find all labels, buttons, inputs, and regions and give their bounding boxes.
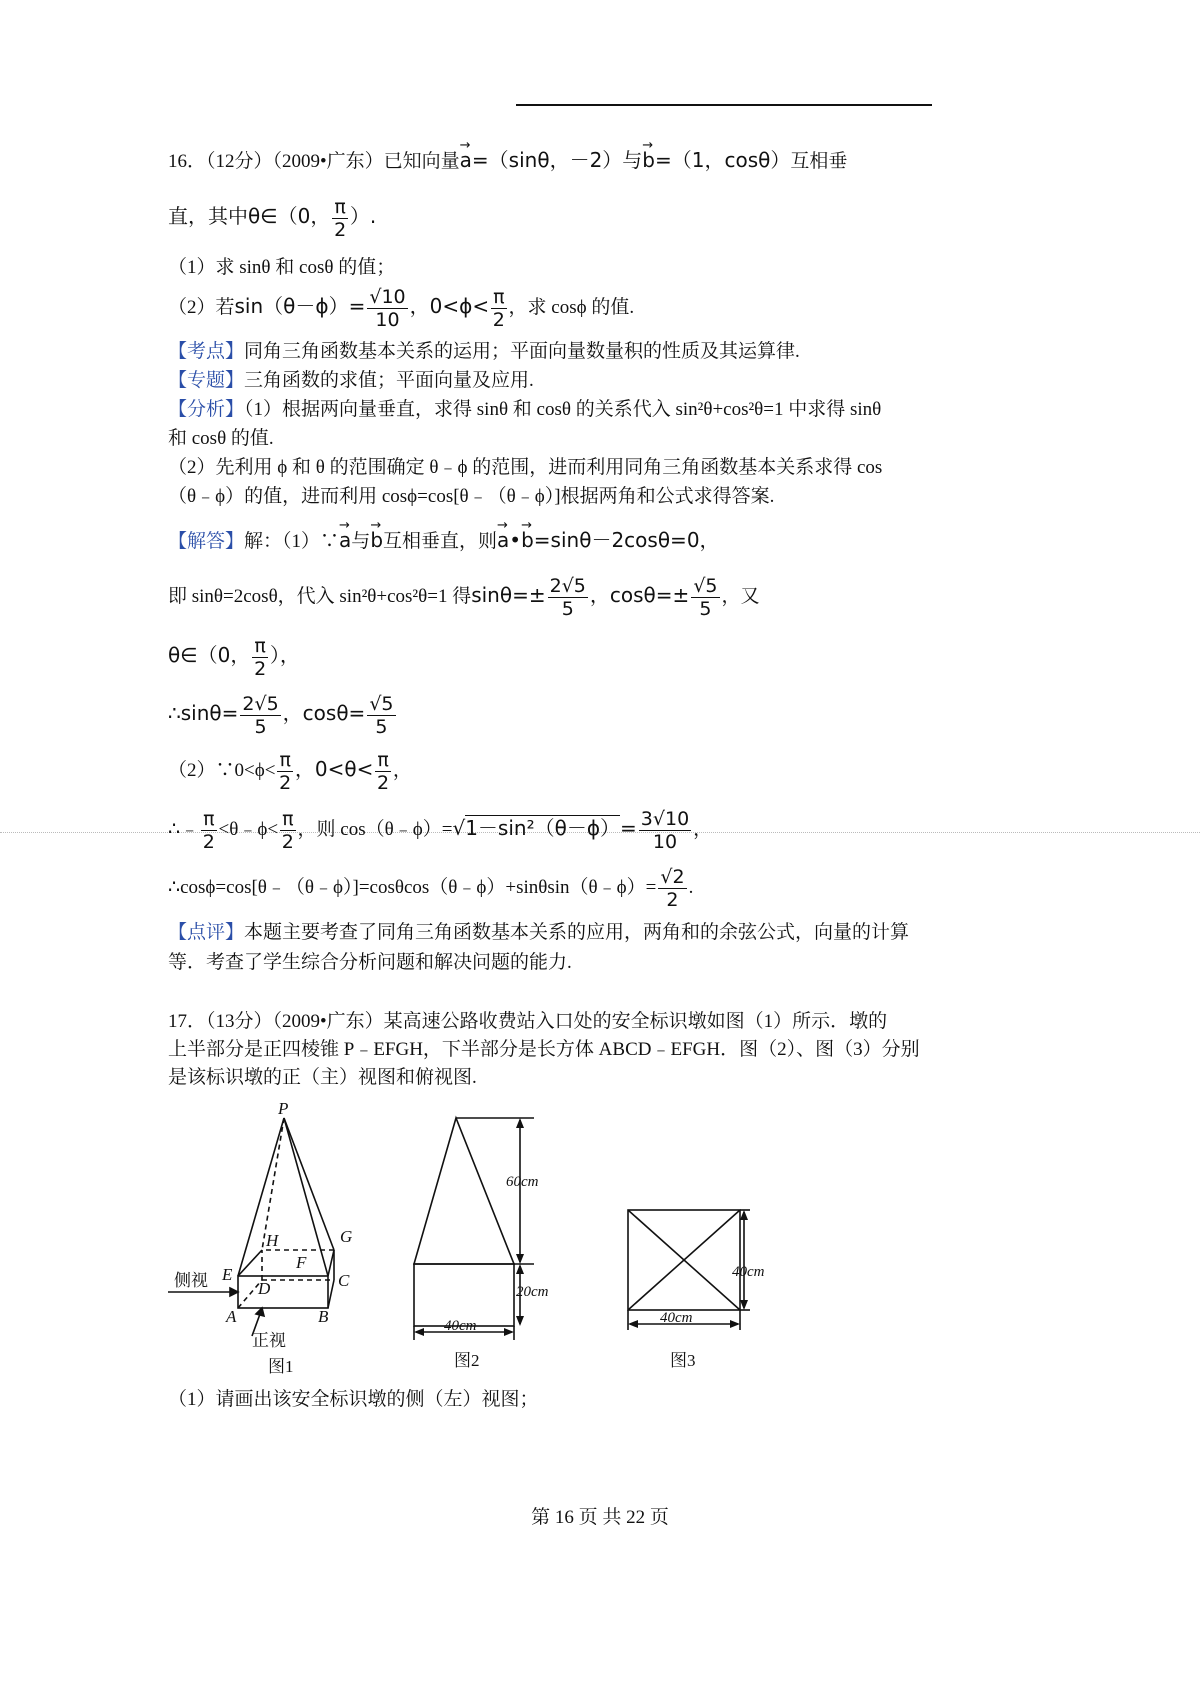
label-D: D bbox=[258, 1279, 271, 1298]
label-A: A bbox=[226, 1307, 237, 1326]
jieda-7: ∴cosϕ=cos[θ﹣（θ﹣ϕ）]=cosθcos（θ﹣ϕ）+sinθsin（θ﹣ϕ）= $\frac{√2}{2}$ . bbox=[168, 866, 694, 911]
label-E: E bbox=[222, 1265, 233, 1284]
dim-20cm: 20cm bbox=[516, 1284, 549, 1300]
dim-40cm-width: 40cm bbox=[444, 1318, 477, 1334]
q17-part1: （1）请画出该安全标识墩的侧（左）视图； bbox=[168, 1389, 539, 1410]
figure-3-caption: 图3 bbox=[670, 1351, 696, 1370]
q16-part1: （1）求 sinθ 和 cosθ 的值； bbox=[168, 257, 396, 278]
label-P: P bbox=[278, 1100, 289, 1118]
side-view-label: 侧视 bbox=[174, 1271, 208, 1290]
dim-60cm: 60cm bbox=[506, 1174, 539, 1190]
q16-part2: （2）若sin（θ－ϕ）= $\frac{√10}{10}$ ，0<ϕ< $\frac{\pi}{2}$ ，求 cosϕ 的值. bbox=[168, 286, 635, 331]
front-view-label: 正视 bbox=[252, 1331, 286, 1350]
jieda-1: 【解答】解：（1）∵→ a与→ b互相垂直，则→ a•→ b=sinθ－2cosθ=0， bbox=[168, 528, 720, 554]
q16-domain: 直，其中θ∈（0， $\frac{\pi}{2}$ ）. bbox=[168, 196, 377, 241]
fenxi-4: （θ﹣ϕ）的值，进而利用 cosϕ=cos[θ﹣（θ﹣ϕ）]根据两角和公式求得答案. bbox=[168, 486, 775, 507]
kaodian: 【考点】同角三角函数基本关系的运用；平面向量数量积的性质及其运算律. bbox=[168, 341, 800, 362]
label-H: H bbox=[266, 1231, 279, 1250]
dianping-1: 【点评】本题主要考查了同角三角函数基本关系的应用，两角和的余弦公式，向量的计算 bbox=[168, 922, 910, 943]
jieda-4: ∴sinθ= $\frac{2√5}{5}$ ，cosθ= $\frac{√5}{5}$ bbox=[168, 693, 394, 738]
figure-2-front-view bbox=[400, 1108, 580, 1374]
fraction-pi-over-2: $\frac{\pi}{2}$ bbox=[334, 196, 347, 241]
dianping-2: 等．考查了学生综合分析问题和解决问题的能力. bbox=[168, 952, 572, 973]
figure-2-caption: 图2 bbox=[454, 1351, 480, 1370]
jieda-6: ∴﹣ $\frac{\pi}{2}$ <θ﹣ϕ< $\frac{\pi}{2}$ ，则 cos（θ﹣ϕ）=√1－sin²（θ－ϕ）= $\frac{3√10}{10}$ ， bbox=[168, 808, 713, 853]
q17-line2: 上半部分是正四棱锥 P﹣EFGH，下半部分是长方体 ABCD﹣EFGH．图（2）、图（3）分别 bbox=[168, 1039, 920, 1060]
page-footer: 第 16 页 共 22 页 bbox=[531, 1507, 669, 1528]
fenxi-3: （2）先利用 ϕ 和 θ 的范围确定 θ﹣ϕ 的范围，进而利用同角三角函数基本关系求得 cos bbox=[168, 457, 883, 478]
jieda-3: θ∈（0， $\frac{\pi}{2}$ ）， bbox=[168, 635, 300, 680]
zhuanti: 【专题】三角函数的求值；平面向量及应用. bbox=[168, 370, 534, 391]
q17-line3: 是该标识墩的正（主）视图和俯视图. bbox=[168, 1067, 477, 1088]
q16-header: 16．（12分）（2009•广东）已知向量→ a=（sinθ，－2）与→ b=（1，cosθ）互相垂 bbox=[168, 148, 847, 174]
label-F: F bbox=[296, 1253, 307, 1272]
figure-1-caption: 图1 bbox=[268, 1357, 294, 1376]
dim-40cm-height: 40cm bbox=[732, 1264, 765, 1280]
vector-b: → b bbox=[642, 148, 655, 172]
fenxi-2: 和 cosθ 的值. bbox=[168, 428, 274, 449]
vector-a: → a bbox=[460, 148, 472, 172]
figure-3-top-view bbox=[620, 1200, 790, 1374]
jieda-2: 即 sinθ=2cosθ，代入 sin²θ+cos²θ=1 得sinθ=± $\frac{2√5}{5}$ ，cosθ=± $\frac{√5}{5}$ ，又 bbox=[168, 575, 760, 620]
figure-1-solid bbox=[160, 1100, 390, 1380]
header-rule bbox=[516, 104, 932, 106]
fenxi-1: 【分析】（1）根据两向量垂直，求得 sinθ 和 cosθ 的关系代入 sin²θ+cos²θ=1 中求得 sinθ bbox=[168, 399, 882, 420]
label-B: B bbox=[318, 1307, 329, 1326]
dim-40cm-width-3: 40cm bbox=[660, 1310, 693, 1326]
jieda-5: （2）∵0<ϕ< $\frac{\pi}{2}$ ，0<θ< $\frac{\pi}{2}$ ， bbox=[168, 749, 412, 794]
label-C: C bbox=[338, 1271, 350, 1290]
label-G: G bbox=[340, 1227, 353, 1246]
q17-line1: 17．（13分）（2009•广东）某高速公路收费站入口处的安全标识墩如图（1）所示．墩的 bbox=[168, 1011, 888, 1032]
